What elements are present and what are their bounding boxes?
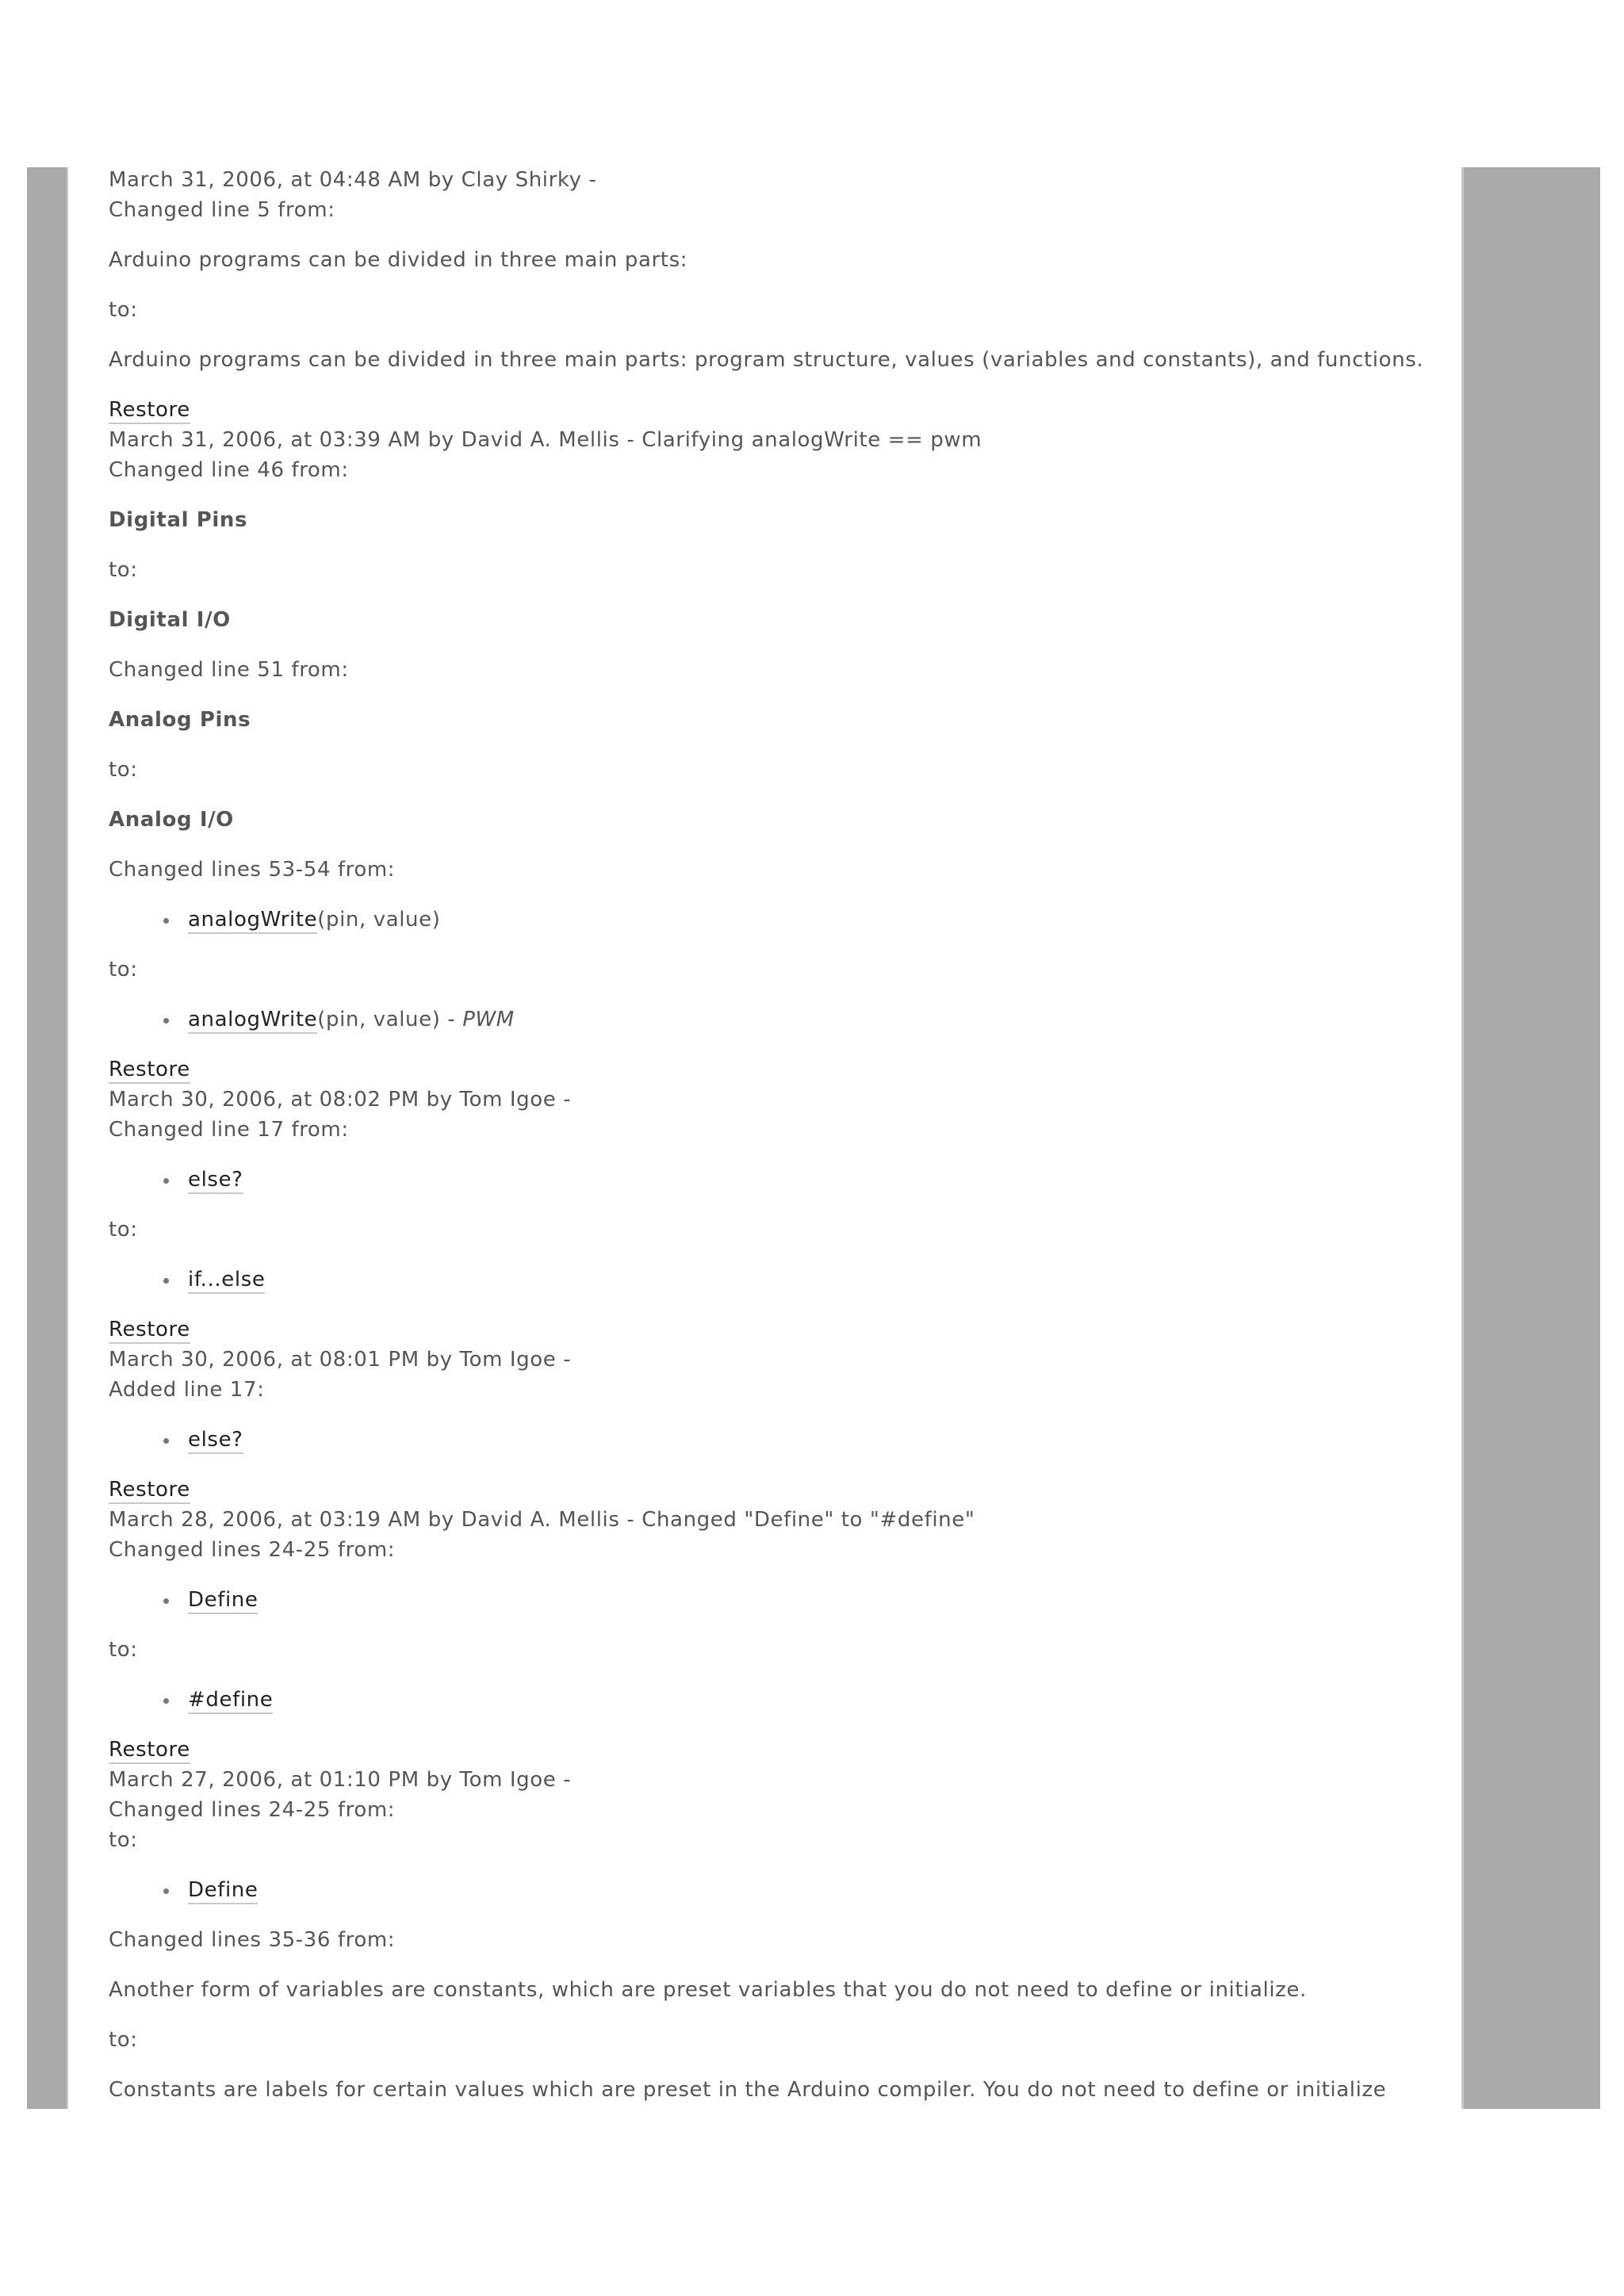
entry-meta: March 30, 2006, at 08:02 PM by Tom Igoe - xyxy=(109,1088,572,1112)
change-description: Changed line 17 from: xyxy=(109,1118,349,1142)
diff-to-heading: Digital I/O xyxy=(109,608,231,632)
change-description: Changed line 5 from: xyxy=(109,198,335,222)
diff-to-label: to: xyxy=(109,298,138,322)
history-entry xyxy=(109,165,1449,425)
entry-meta: March 30, 2006, at 08:01 PM by Tom Igoe - xyxy=(109,1348,572,1372)
restore-link[interactable]: Restore xyxy=(109,398,190,424)
diff-from-list xyxy=(109,1165,1449,1195)
if-else-link[interactable]: if...else xyxy=(188,1268,265,1294)
diff-to-list xyxy=(109,1685,1449,1715)
diff-to-label: to: xyxy=(109,1638,138,1662)
diff-to-label: to: xyxy=(109,1828,138,1852)
list-item xyxy=(188,1265,1449,1295)
diff-to-label: to: xyxy=(109,1218,138,1242)
change-description: Changed line 46 from: xyxy=(109,458,349,482)
analogwrite-link[interactable]: analogWrite xyxy=(188,908,317,934)
restore-link[interactable]: Restore xyxy=(109,1478,190,1504)
entry-meta: March 31, 2006, at 04:48 AM by Clay Shirky - xyxy=(109,168,597,192)
diff-from-text: Arduino programs can be divided in three main parts: xyxy=(109,248,688,272)
diff-to-text: Arduino programs can be divided in three main parts: program structure, values (variables and constants), and functions. xyxy=(109,348,1424,372)
diff-to-label: to: xyxy=(109,2028,138,2052)
diff-from-heading: Analog Pins xyxy=(109,708,251,732)
else-link[interactable]: else? xyxy=(188,1168,243,1194)
change-description: Added line 17: xyxy=(109,1378,265,1402)
diff-to-heading: Analog I/O xyxy=(109,808,234,832)
history-entry xyxy=(109,1765,1449,2105)
diff-from-list xyxy=(109,1585,1449,1615)
history-entry xyxy=(109,1085,1449,1345)
change-description: Changed lines 35-36 from: xyxy=(109,1928,396,1952)
list-item-text: (pin, value) - xyxy=(317,1008,463,1031)
restore-link[interactable]: Restore xyxy=(109,1058,190,1084)
define-link[interactable]: Define xyxy=(188,1588,258,1614)
list-item-text: (pin, value) xyxy=(317,908,441,932)
define-link[interactable]: Define xyxy=(188,1878,258,1904)
change-description: Changed lines 24-25 from: xyxy=(109,1538,396,1562)
diff-from-text: Another form of variables are constants, which are preset variables that you do not need to define or initialize. xyxy=(109,1978,1307,2002)
analogwrite-link[interactable]: analogWrite xyxy=(188,1008,317,1034)
list-item xyxy=(188,905,1449,935)
diff-to-label: to: xyxy=(109,958,138,982)
history-entry xyxy=(109,1505,1449,1765)
change-description: Changed line 51 from: xyxy=(109,658,349,682)
diff-to-list xyxy=(109,1875,1449,1905)
list-item xyxy=(188,1585,1449,1615)
left-margin-bar xyxy=(27,167,68,2109)
change-description: Changed lines 53-54 from: xyxy=(109,858,396,882)
entry-meta: March 31, 2006, at 03:39 AM by David A. Mellis - Clarifying analogWrite == pwm xyxy=(109,428,982,452)
else-link[interactable]: else? xyxy=(188,1428,243,1454)
pwm-note: PWM xyxy=(462,1008,515,1031)
diff-to-list xyxy=(109,1004,1449,1035)
history-entry xyxy=(109,425,1449,1085)
list-item xyxy=(188,1875,1449,1905)
restore-link[interactable]: Restore xyxy=(109,1738,190,1764)
diff-from-heading: Digital Pins xyxy=(109,508,248,532)
diff-to-text: Constants are labels for certain values which are preset in the Arduino compiler. You do not need to define or initialize xyxy=(109,2078,1387,2102)
page-history-content xyxy=(109,165,1449,2125)
list-item xyxy=(188,1165,1449,1195)
diff-to-label: to: xyxy=(109,558,138,582)
list-item xyxy=(188,1004,1449,1035)
list-item xyxy=(188,1685,1449,1715)
entry-meta: March 28, 2006, at 03:19 AM by David A. Mellis - Changed "Define" to "#define" xyxy=(109,1508,975,1532)
diff-to-label: to: xyxy=(109,758,138,782)
diff-to-list xyxy=(109,1265,1449,1295)
restore-link[interactable]: Restore xyxy=(109,1318,190,1344)
diff-from-list xyxy=(109,905,1449,935)
hash-define-link[interactable]: #define xyxy=(188,1688,273,1714)
right-margin-bar xyxy=(1461,167,1600,2109)
list-item xyxy=(188,1425,1449,1455)
history-entry xyxy=(109,1345,1449,1505)
entry-meta: March 27, 2006, at 01:10 PM by Tom Igoe - xyxy=(109,1768,572,1792)
change-description: Changed lines 24-25 from: xyxy=(109,1798,396,1822)
diff-added-list xyxy=(109,1425,1449,1455)
